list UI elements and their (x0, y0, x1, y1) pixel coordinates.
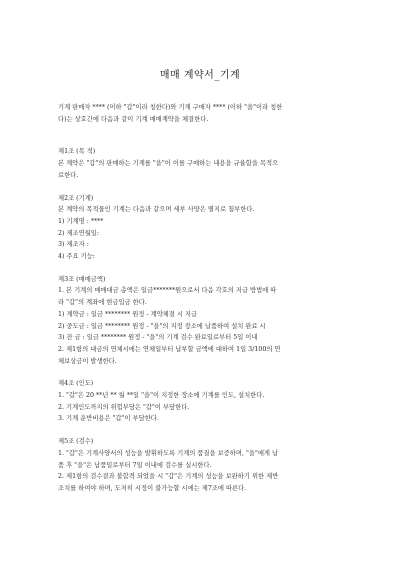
article-line: 2. 기계인도까지의 위험부담은 "갑"이 부담한다. (58, 403, 190, 411)
article-line: 1) 기계명 : **** (58, 217, 104, 225)
article-line: 품 후 "을"은 납품일로부터 7일 이내에 검수를 실시한다. (58, 461, 212, 469)
article-5 (58, 436, 348, 495)
article-heading: 제5조 (검수) (58, 438, 94, 446)
intro-line: 기계 판매자 **** (이하 "갑"이라 칭한다)와 기계 구매자 **** (이하 "을"이라 칭한 (58, 104, 283, 111)
article-line: 1) 계약금 : 일금 ******** 원정 - 계약체결 시 지급 (58, 310, 198, 318)
article-1 (58, 146, 348, 181)
article-line: 2. 제1항의 대금의 연체시에는 연체일부터 납부할 금액에 대하여 1일 3/100의 연 (58, 345, 281, 353)
intro-line: 다)는 상호간에 다음과 같이 기계 매매계약을 체결한다. (58, 115, 209, 123)
intro-paragraph (58, 102, 348, 125)
article-line: 2. 제1항의 검수결과 불합격 되었을 시 "갑"은 기계의 성능을 보완하기 위한 제반 (58, 473, 279, 481)
article-line: 2) 제조연월일: (58, 229, 99, 237)
document-body (58, 102, 348, 495)
article-line: 체보상금이 발생한다. (58, 357, 117, 365)
article-line: 라 "갑"의 계좌에 현금입금 한다. (58, 299, 147, 307)
article-line: 4) 주요 기능: (58, 253, 95, 261)
article-line: 본 계약은 "갑"의 판매하는 기계를 "을"이 이를 구매하는 내용을 규율함을 목적으 (58, 160, 279, 168)
article-line: 1. "갑"은 기계사양서의 성능을 발휘하도록 기계의 품질을 보증하며, "을"에게 납 (58, 449, 279, 457)
article-3 (58, 274, 348, 368)
article-line: 1. 본 기계의 매매대금 총액은 일금*******원으로서 다음 각호의 지급 방법에 따 (58, 287, 277, 295)
article-heading: 제2조 (기계) (58, 194, 94, 202)
article-line: 조치를 하여야 하며, 도저히 시정이 불가능할 시에는 제7조에 따른다. (58, 484, 247, 492)
article-line: 2) 중도금 : 일금 ******** 원정 - "을"의 지정 장소에 납품하여 설치 완료 시 (58, 322, 266, 330)
article-2 (58, 193, 348, 263)
article-line: 3) 잔 금 : 일금 ******** 원정 - "을"의 기계 검수 완료일로부터 5일 이내 (58, 334, 258, 342)
article-heading: 제1조 (목 적) (58, 148, 96, 156)
article-4 (58, 378, 348, 425)
article-heading: 제4조 (인도) (58, 380, 94, 388)
article-heading: 제3조 (매매금액) (58, 275, 106, 283)
article-line: 1. "갑"은 20 **년 ** 월 **일 "을"이 지정한 장소에 기계를 인도, 설치한다. (58, 392, 265, 400)
article-line: 3. 기계 운반비용은 "갑"이 부담한다. (58, 415, 159, 423)
article-line: 로한다. (58, 171, 79, 179)
document-title: 매매 계약서_기계 (159, 70, 241, 81)
article-line: 본 계약의 목적물인 기계는 다음과 같으며 세부 사양은 별지로 첨부한다. (58, 206, 255, 214)
article-line: 3) 제조자 : (58, 241, 89, 249)
